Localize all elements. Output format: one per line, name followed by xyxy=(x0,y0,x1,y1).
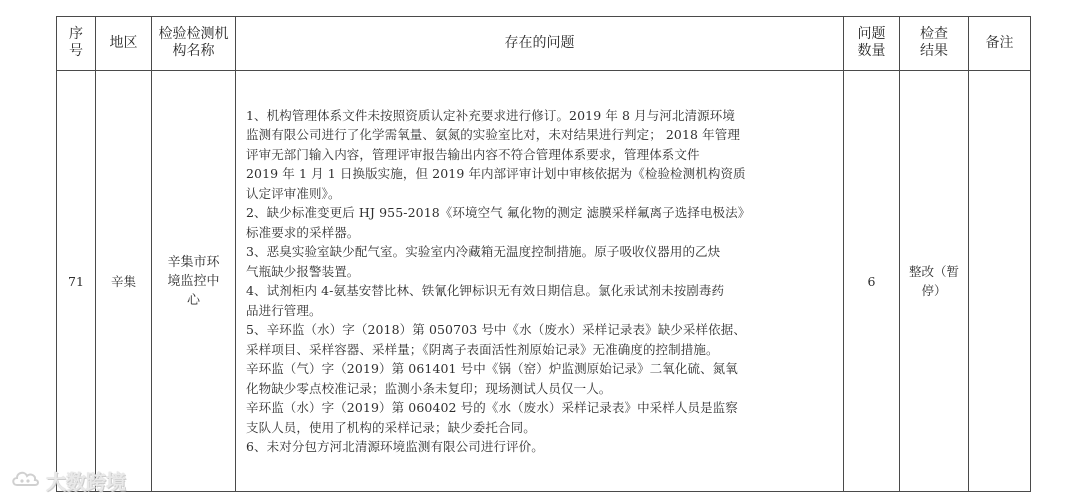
issue-line: 气瓶缺少报警装置。 xyxy=(246,263,360,279)
cell-issues xyxy=(236,71,844,492)
table-header-row xyxy=(57,17,1031,71)
table-row xyxy=(57,71,1031,492)
issue-line: 3、恶臭实验室缺少配气室。实验室内冷藏箱无温度控制措施。原子吸收仪器用的乙炔 xyxy=(246,244,721,259)
header-count: 问题数量 xyxy=(844,17,900,71)
cell-result: 整改（暂停） xyxy=(900,71,969,492)
header-region: 地区 xyxy=(96,17,152,71)
header-agency: 检验检测机构名称 xyxy=(152,17,236,71)
header-issues: 存在的问题 xyxy=(236,17,844,71)
header-seq: 序号 xyxy=(57,17,96,71)
cell-count: 6 xyxy=(844,71,900,492)
issue-line: 标准要求的采样器。 xyxy=(246,224,360,240)
watermark xyxy=(10,466,126,495)
issue-line: 6、未对分包方河北清源环境监测有限公司进行评价。 xyxy=(246,439,544,454)
issue-line: 监测有限公司进行了化学需氧量、氨氮的实验室比对，未对结果进行判定； 2018 年管理 xyxy=(246,127,740,142)
issue-line: 化物缺少零点校准记录；监测小条未复印；现场测试人员仅一人。 xyxy=(246,380,612,396)
cloud-logo-icon xyxy=(10,468,40,493)
issue-line: 2019 年 1 月 1 日换版实施，但 2019 年内部评审计划中审核依据为《检验检测机构资质 xyxy=(246,166,746,181)
issue-line: 2、缺少标准变更后 HJ 955-2018《环境空气 氟化物的测定 滤膜采样氟离子选择电极法》 xyxy=(246,205,751,220)
issue-line: 品进行管理。 xyxy=(246,302,322,318)
issue-line: 辛环监（水）字（2019）第 060402 号的《水（废水）采样记录表》中采样人员是监察 xyxy=(246,400,738,415)
issue-line: 5、辛环监（水）字（2018）第 050703 号中《水（废水）采样记录表》缺少采样依据、 xyxy=(246,322,746,337)
issue-line: 辛环监（气）字（2019）第 061401 号中《锅（窑）炉监测原始记录》二氧化硫、氮氧 xyxy=(246,361,738,376)
watermark-text: 大数跨境 xyxy=(46,470,126,494)
issue-line: 4、试剂柜内 4-氨基安替比林、铁氰化钾标识无有效日期信息。氯化汞试剂未按剧毒药 xyxy=(246,283,725,298)
cell-remarks xyxy=(969,71,1031,492)
header-remarks: 备注 xyxy=(969,17,1031,71)
issue-line: 评审无部门输入内容，管理评审报告输出内容不符合管理体系要求，管理体系文件 xyxy=(246,146,700,162)
cell-seq: 71 xyxy=(57,71,96,492)
header-result: 检查结果 xyxy=(900,17,969,71)
cell-agency: 辛集市环境监控中心 xyxy=(152,71,236,492)
issue-line: 1、机构管理体系文件未按照资质认定补充要求进行修订。2019 年 8 月与河北清源环境 xyxy=(246,107,735,123)
issue-line: 采样项目、采样容器、采样量；《阴离子表面活性剂原始记录》无准确度的控制措施。 xyxy=(246,341,719,357)
cell-region: 辛集 xyxy=(96,71,152,492)
issue-line: 认定评审准则》。 xyxy=(246,185,341,201)
inspection-table xyxy=(56,16,1031,492)
issue-line: 支队人员，使用了机构的采样记录；缺少委托合同。 xyxy=(246,419,536,435)
inspection-table-container xyxy=(56,16,1030,492)
